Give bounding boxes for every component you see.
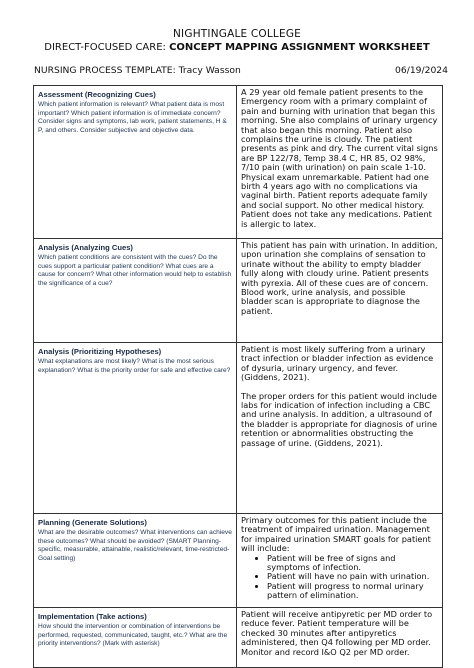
assessment-answer-cell[interactable] bbox=[237, 86, 443, 239]
planning-heading: Planning (Generate Solutions) bbox=[38, 518, 147, 527]
planning-answer-cell[interactable] bbox=[237, 514, 443, 608]
planning-goals-list bbox=[241, 554, 438, 601]
implementation-question: How should the intervention or combination of interventions be performed, requested, communicated, taught, etc.? What are the priority interventions? (Mark with asterisk) bbox=[38, 623, 228, 648]
row-prioritizing-hypotheses bbox=[34, 343, 443, 514]
analysis-cues-prompt-cell bbox=[34, 239, 237, 343]
template-label: NURSING PROCESS TEMPLATE: Tracy Wasson bbox=[34, 65, 241, 76]
implementation-prompt-cell bbox=[34, 608, 237, 668]
planning-prompt-cell bbox=[34, 514, 237, 608]
hypotheses-prompt-cell bbox=[34, 343, 237, 514]
assessment-question: Which patient information is relevant? What patient data is most important? Which patient information is of immediate concern? Consider signs and symptoms, lab work, patient statements, H & P, and others. Consider subjective and objective data. bbox=[38, 101, 227, 134]
planning-goal-item: • Patient will be free of signs and symptoms of infection. bbox=[267, 554, 438, 573]
analysis-cues-heading: Analysis (Analyzing Cues) bbox=[38, 243, 133, 252]
planning-goal-item: • Patient will have no pain with urination. bbox=[267, 572, 438, 581]
planning-goal-item: • Patient will progress to normal urinary pattern of elimination. bbox=[267, 582, 438, 601]
worksheet-title bbox=[0, 42, 474, 53]
row-planning bbox=[34, 514, 443, 608]
hypotheses-answer-cell[interactable] bbox=[237, 343, 443, 514]
analysis-cues-answer: This patient has pain with urination. In addition, upon urination she complains of sensation to urinate without the ability to empty bladder fully along with cloudy urine. Patient presents with pyrexia. All of these cues are of concern. Blood work, urine analysis, and possible bladder scan is appropriate to diagnose the patient. bbox=[241, 240, 438, 316]
title-bold: CONCEPT MAPPING ASSIGNMENT WORKSHEET bbox=[169, 42, 430, 53]
template-line bbox=[34, 65, 448, 76]
planning-answer bbox=[241, 516, 438, 601]
implementation-answer-cell[interactable] bbox=[237, 608, 443, 668]
row-assessment bbox=[34, 86, 443, 239]
row-implementation bbox=[34, 608, 443, 668]
assessment-answer: A 29 year old female patient presents to the Emergency room with a primary complaint of pain and burning with urination that began this morning. She also complains of urinary urgency that also began this morning. Patient also complains the urine is cloudy. The patient presents as pink and dry. The current vital signs are BP 122/78, Temp 38.4 C, HR 85, O2 98%, 7/10 pain (with urination) on pain scale 1-10. Physical exam unremarkable. Patient had one birth 4 years ago with no complications via vaginal birth. Patient reports adequate family and social support. No other medical history. Patient does not take any medications. Patient is allergic to latex. bbox=[241, 87, 438, 229]
row-analysis-cues bbox=[34, 239, 443, 343]
implementation-answer: Patient will receive antipyretic per MD order to reduce fever. Patient temperature will be checked 30 minutes after antipyretics administered, then Q4 following per MD order. Monitor and record I&O Q2 per MD order. bbox=[241, 609, 433, 657]
assessment-prompt-cell bbox=[34, 86, 237, 239]
hypotheses-heading: Analysis (Prioritizing Hypotheses) bbox=[38, 347, 162, 356]
worksheet-date: 06/19/2024 bbox=[395, 65, 448, 76]
nursing-process-table bbox=[33, 85, 443, 668]
hypotheses-answer-p2: The proper orders for this patient would include labs for indication of infection including a CBC and urine analysis. In addition, a ultrasound of the bladder is appropriate for diagnosis of urine retention or abnormalities obstructing the passage of urine. (Giddens, 2021). bbox=[241, 390, 438, 448]
hypotheses-question: What explanations are most likely? What is the most serious explanation? What is the priority order for safe and effective care? bbox=[38, 358, 231, 374]
hypotheses-answer-p1: Patient is most likely suffering from a urinary tract infection or bladder infection as evidence of dysuria, urinary urgency, and fever. (Giddens, 2021). bbox=[241, 344, 434, 383]
analysis-cues-answer-cell[interactable] bbox=[237, 239, 443, 343]
planning-answer-intro: Primary outcomes for this patient include the treatment of impaired urination. Management for impaired urination SMART goals for patient will include: bbox=[241, 515, 431, 554]
assessment-heading: Assessment (Recognizing Cues) bbox=[38, 90, 156, 99]
school-name: NIGHTINGALE COLLEGE bbox=[173, 28, 301, 40]
planning-question: What are the desirable outcomes? What interventions can achieve these outcomes? What should be avoided? (SMART Planning- specific, measurable, attainable, realistic/relevant, time-restricted- Goal setting) bbox=[38, 529, 232, 562]
implementation-heading: Implementation (Take actions) bbox=[38, 612, 147, 621]
hypotheses-answer bbox=[241, 345, 438, 448]
analysis-cues-question: Which patient conditions are consistent with the cues? Do the cues support a particular patient condition? What cues are a cause for concern? What other information would help to establish the significance of a cue? bbox=[38, 254, 232, 287]
title-prefix: DIRECT-FOCUSED CARE: bbox=[44, 42, 170, 53]
